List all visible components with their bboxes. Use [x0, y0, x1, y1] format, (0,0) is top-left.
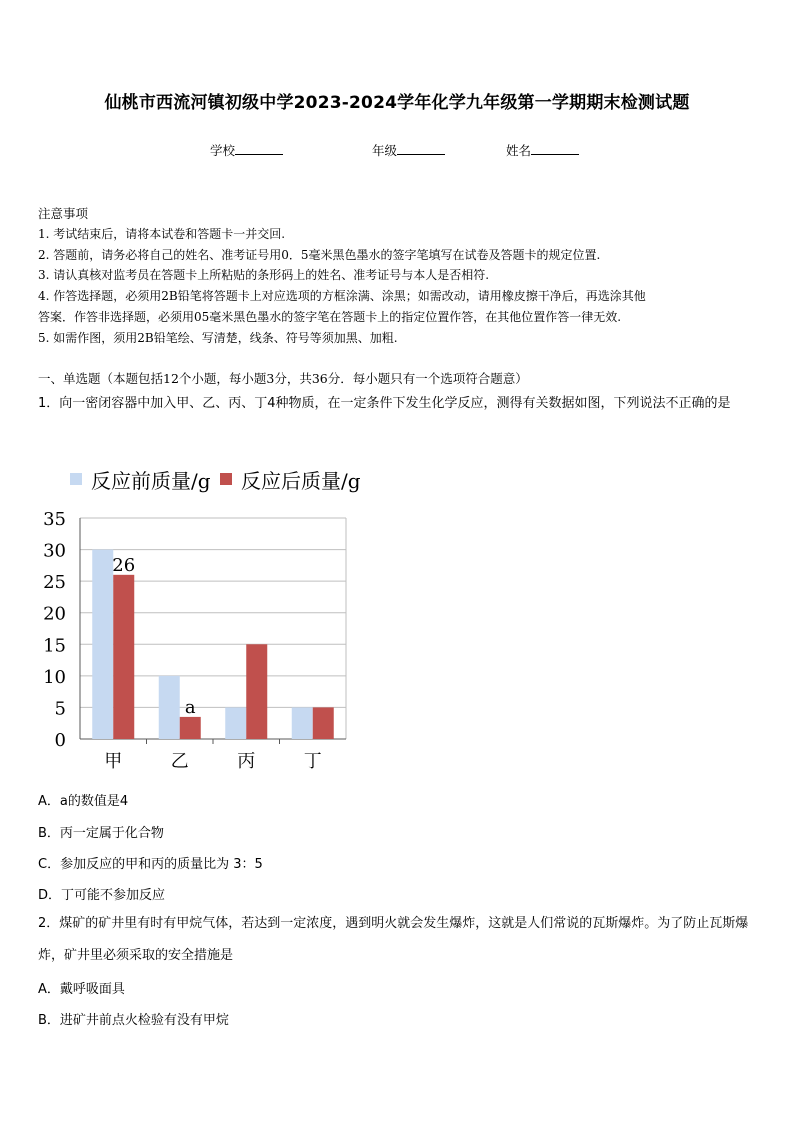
y-tick-label: 30 [43, 540, 66, 562]
y-tick-label: 5 [54, 698, 66, 720]
bar-after [113, 575, 134, 739]
question-1-stem: 1．向一密闭容器中加入甲、乙、丙、丁4种物质，在一定条件下发生化学反应，测得有关数据如图，下列说法不正确的是 [38, 396, 731, 411]
plot-area [43, 509, 346, 772]
bar-after [246, 644, 267, 739]
note-item: 3. 请认真核对监考员在答题卡上所粘贴的条形码上的姓名、准考证号与本人是否相符. [38, 268, 490, 282]
note-item: 2. 答题前，请务必将自己的姓名、准考证号用0．5毫米黑色墨水的签字笔填写在试卷及答题卡的规定位置. [38, 248, 601, 262]
legend-label-after: 反应后质量/g [241, 469, 361, 493]
bar-after [313, 707, 334, 739]
note-item: 4. 作答选择题，必须用2B铅笔将答题卡上对应选项的方框涂满、涂黑；如需改动，请用橡皮擦干净后，再选涂其他 [38, 289, 646, 303]
school-label: 学校 [210, 143, 236, 158]
grade-blank[interactable] [397, 142, 445, 155]
legend-swatch-before [70, 473, 82, 485]
y-tick-label: 10 [43, 666, 66, 688]
y-tick-label: 35 [43, 509, 66, 530]
bar-before [92, 550, 113, 739]
notes-heading: 注意事项 [38, 206, 89, 221]
chart-legend [70, 469, 361, 493]
name-blank[interactable] [531, 142, 579, 155]
bar-after [180, 717, 201, 739]
page-title: 仙桃市西流河镇初级中学2023-2024学年化学九年级第一学期期末检测试题 [104, 93, 690, 113]
note-item: 1. 考试结束后，请将本试卷和答题卡一并交回. [38, 227, 286, 241]
y-tick-label: 25 [43, 572, 66, 594]
school-field [210, 141, 283, 159]
grade-label: 年级 [372, 143, 398, 158]
q2-option-b[interactable]: B．进矿井前点火检验有没有甲烷 [38, 1013, 229, 1028]
bar-chart [0, 455, 794, 795]
name-field [506, 141, 579, 159]
q1-option-c[interactable]: C．参加反应的甲和丙的质量比为 3：5 [38, 857, 263, 872]
section-heading: 一、单选题（本题包括12个小题，每小题3分，共36分．每小题只有一个选项符合题意） [38, 371, 528, 386]
grade-field [372, 141, 445, 159]
bar-before [225, 707, 246, 739]
note-item: 答案．作答非选择题，必须用05毫米黑色墨水的签字笔在答题卡上的指定位置作答，在其他位置作答一律无效. [38, 310, 622, 324]
q1-option-d[interactable]: D．丁可能不参加反应 [38, 888, 166, 903]
x-tick-label: 丁 [303, 751, 322, 772]
data-label: 26 [112, 554, 136, 576]
name-label: 姓名 [506, 143, 532, 158]
question-2-stem: 2．煤矿的矿井里有时有甲烷气体，若达到一定浓度，遇到明火就会发生爆炸，这就是人们常说的瓦斯爆炸。为了防止瓦斯爆炸，矿井里必须采取的安全措施是 [38, 916, 749, 963]
q1-option-b[interactable]: B．丙一定属于化合物 [38, 826, 164, 841]
data-label: a [184, 696, 196, 718]
bar-before [159, 676, 180, 739]
x-tick-label: 甲 [104, 751, 123, 772]
x-tick-label: 乙 [170, 751, 189, 772]
legend-label-before: 反应前质量/g [91, 469, 211, 493]
y-tick-label: 20 [43, 603, 66, 625]
bar-before [292, 707, 313, 739]
school-blank[interactable] [235, 142, 283, 155]
q2-option-a[interactable]: A．戴呼吸面具 [38, 982, 125, 997]
y-tick-label: 0 [54, 730, 66, 751]
legend-swatch-after [220, 473, 232, 485]
q1-option-a[interactable]: A．a的数值是4 [38, 794, 129, 809]
y-tick-label: 15 [43, 635, 66, 657]
x-tick-label: 丙 [237, 751, 256, 772]
note-item: 5. 如需作图，须用2B铅笔绘、写清楚，线条、符号等须加黑、加粗. [38, 331, 398, 345]
